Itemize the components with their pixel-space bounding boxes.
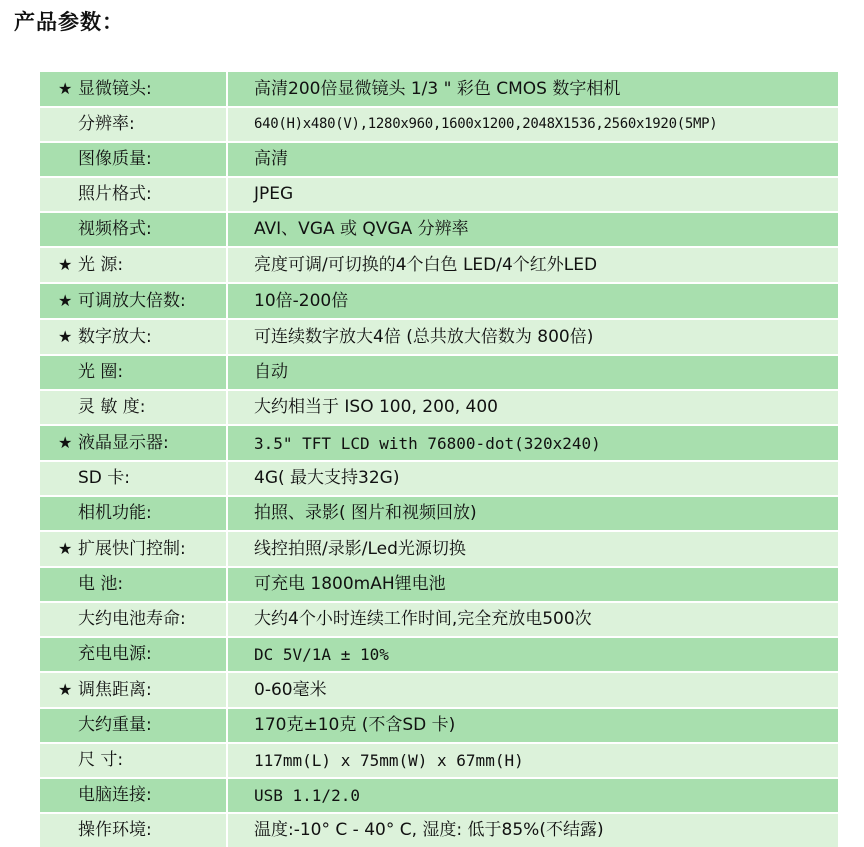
- spec-label: ★ 液晶显示器:: [40, 425, 227, 461]
- spec-row-magnification: [40, 283, 838, 319]
- spec-value: 拍照、录影( 图片和视频回放): [227, 496, 838, 531]
- spec-row-pc-connection: [40, 778, 838, 813]
- spec-table: [40, 70, 838, 847]
- spec-label: ★ 可调放大倍数:: [40, 283, 227, 319]
- spec-value: 线控拍照/录影/Led光源切换: [227, 531, 838, 567]
- spec-value: 大约4个小时连续工作时间,完全充放电500次: [227, 602, 838, 637]
- spec-value: 高清200倍显微镜头 1/3 " 彩色 CMOS 数字相机: [227, 71, 838, 107]
- spec-label: 尺 寸:: [40, 743, 227, 778]
- spec-value: 0-60毫米: [227, 672, 838, 708]
- spec-row-operating-environment: [40, 813, 838, 847]
- spec-value: 640(H)x480(V),1280x960,1600x1200,2048X1536,2560x1920(5MP): [227, 107, 838, 142]
- spec-value: 3.5" TFT LCD with 76800-dot(320x240): [227, 425, 838, 461]
- spec-value: AVI、VGA 或 QVGA 分辨率: [227, 212, 838, 247]
- spec-row-sd-card: [40, 461, 838, 496]
- spec-row-digital-zoom: [40, 319, 838, 355]
- spec-row-photo-format: [40, 177, 838, 212]
- page-title: 产品参数：: [14, 10, 124, 34]
- spec-row-lcd: [40, 425, 838, 461]
- spec-row-aperture: [40, 355, 838, 390]
- spec-value: 170克±10克 (不含SD 卡): [227, 708, 838, 743]
- spec-label: 电脑连接:: [40, 778, 227, 813]
- star-icon: ★: [58, 291, 73, 310]
- spec-value: 亮度可调/可切换的4个白色 LED/4个红外LED: [227, 247, 838, 283]
- star-icon: ★: [58, 433, 73, 452]
- spec-value: 117mm(L) x 75mm(W) x 67mm(H): [227, 743, 838, 778]
- star-icon: ★: [58, 79, 73, 98]
- spec-row-shutter-control: [40, 531, 838, 567]
- spec-label: ★ 光 源:: [40, 247, 227, 283]
- spec-row-image-quality: [40, 142, 838, 177]
- spec-row-charging-power: [40, 637, 838, 672]
- spec-value: 4G( 最大支持32G): [227, 461, 838, 496]
- spec-row-weight: [40, 708, 838, 743]
- spec-label: 充电电源:: [40, 637, 227, 672]
- star-icon: ★: [58, 255, 73, 274]
- spec-label: 光 圈:: [40, 355, 227, 390]
- spec-row-microscope-lens: [40, 71, 838, 107]
- spec-label: 大约电池寿命:: [40, 602, 227, 637]
- star-icon: ★: [58, 539, 73, 558]
- spec-value: 大约相当于 ISO 100, 200, 400: [227, 390, 838, 425]
- spec-value: 可充电 1800mAH锂电池: [227, 567, 838, 602]
- spec-label: 相机功能:: [40, 496, 227, 531]
- spec-label: ★ 显微镜头:: [40, 71, 227, 107]
- spec-value: JPEG: [227, 177, 838, 212]
- spec-label: ★ 扩展快门控制:: [40, 531, 227, 567]
- spec-row-battery-life: [40, 602, 838, 637]
- spec-label: 大约重量:: [40, 708, 227, 743]
- spec-row-resolution: [40, 107, 838, 142]
- spec-label: 操作环境:: [40, 813, 227, 847]
- spec-label: SD 卡:: [40, 461, 227, 496]
- spec-row-dimensions: [40, 743, 838, 778]
- spec-row-sensitivity: [40, 390, 838, 425]
- spec-label: 视频格式:: [40, 212, 227, 247]
- spec-row-video-format: [40, 212, 838, 247]
- spec-value: 温度:-10° C - 40° C, 湿度: 低于85%(不结露): [227, 813, 838, 847]
- spec-label: 灵 敏 度:: [40, 390, 227, 425]
- star-icon: ★: [58, 680, 73, 699]
- spec-value: USB 1.1/2.0: [227, 778, 838, 813]
- spec-label: ★ 数字放大:: [40, 319, 227, 355]
- spec-value: 自动: [227, 355, 838, 390]
- spec-label: 图像质量:: [40, 142, 227, 177]
- spec-row-focus-distance: [40, 672, 838, 708]
- spec-label: 电 池:: [40, 567, 227, 602]
- spec-value: 可连续数字放大4倍 (总共放大倍数为 800倍): [227, 319, 838, 355]
- spec-label: 照片格式:: [40, 177, 227, 212]
- spec-value: 高清: [227, 142, 838, 177]
- star-icon: ★: [58, 327, 73, 346]
- spec-label: ★ 调焦距离:: [40, 672, 227, 708]
- spec-value: 10倍-200倍: [227, 283, 838, 319]
- spec-label: 分辨率:: [40, 107, 227, 142]
- spec-row-camera-functions: [40, 496, 838, 531]
- spec-row-battery: [40, 567, 838, 602]
- spec-row-light-source: [40, 247, 838, 283]
- spec-value: DC 5V/1A ± 10%: [227, 637, 838, 672]
